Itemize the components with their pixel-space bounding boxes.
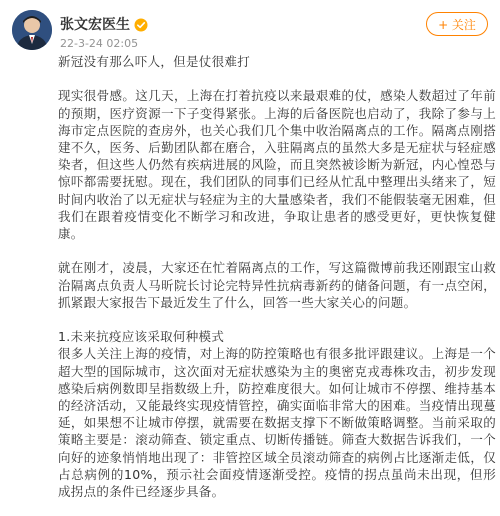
post-body — [58, 53, 496, 500]
paragraph-gap — [58, 242, 496, 259]
post-section-heading: 1.未来抗疫应该采取何种模式 — [58, 329, 225, 345]
post-paragraph-update: 就在刚才，凌晨，大家还在忙着隔离点的工作，写这篇微博前我还刚跟宝山救治隔离点负责人马昕院长讨论完特异性抗病毒新药的储备问题，有一点空闲，抓紧跟大家报告下最近发生了什么，回答一些大家关心的问题。 — [58, 260, 496, 310]
post-paragraph-reality: 现实很骨感。这几天，上海在打着抗疫以来最艰难的仗，感染人数超过了年前的预期，医疗资源一下子变得紧张。上海的后备医院也启动了，我除了参与上海市定点医院的查房外，也关心我们几个集中收治隔离点的工作。隔离点刚搭建不久，医务、后勤团队都在磨合，入驻隔离点的虽然大多是无症状与轻症感染者，但这些人仍然有疾病进展的风险，而且突然被诊断为新冠，内心惶恐与惊吓都需要抚慰。现在，我们团队的同事们已经从忙乱中整理出头绪来了，短时间内收治了以无症状与轻症为主的大量感染者，我们不能假装毫无困难，但我们在跟着疫情变化不断学习和改进，争取让患者的感受更好，更快恢复健康。 — [58, 88, 496, 242]
post-paragraph-strategy: 很多人关注上海的疫情，对上海的防控策略也有很多批评跟建议。上海是一个超大型的国际城市，这次面对无症状感染为主的奥密克戎毒株攻击，初步发现感染后病例数即呈指数级上升，防控难度很大。如何让城市不停摆、维持基本的经济活动，又能最终实现疫情管控，确实面临非常大的困难。当疫情出现蔓延，如果想不让城市停摆，就需要在数据支撑下不断做策略调整。当前采取的策略主要是：滚动筛查、锁定重点、切断传播链。筛查大数据告诉我们，一个向好的迹象悄悄地出现了：非管控区域全员滚动筛查的病例占比逐渐走低，仅占总病例的10%，预示社会面疫情逐渐受控。疫情的拐点虽尚未出现，但形成拐点的条件已经逐步具备。 — [58, 346, 496, 500]
verified-badge-icon — [134, 17, 148, 31]
post-timestamp[interactable]: 22-3-24 02:05 — [60, 37, 139, 50]
avatar[interactable] — [12, 10, 52, 50]
paragraph-gap — [58, 70, 496, 87]
follow-button[interactable]: + 关注 — [426, 12, 488, 36]
paragraph-gap — [58, 311, 496, 328]
post-header — [0, 0, 500, 60]
post-paragraph-intro: 新冠没有那么吓人，但是仗很难打 — [58, 54, 251, 69]
author-row — [60, 14, 148, 34]
author-name[interactable]: 张文宏医生 — [60, 17, 130, 33]
